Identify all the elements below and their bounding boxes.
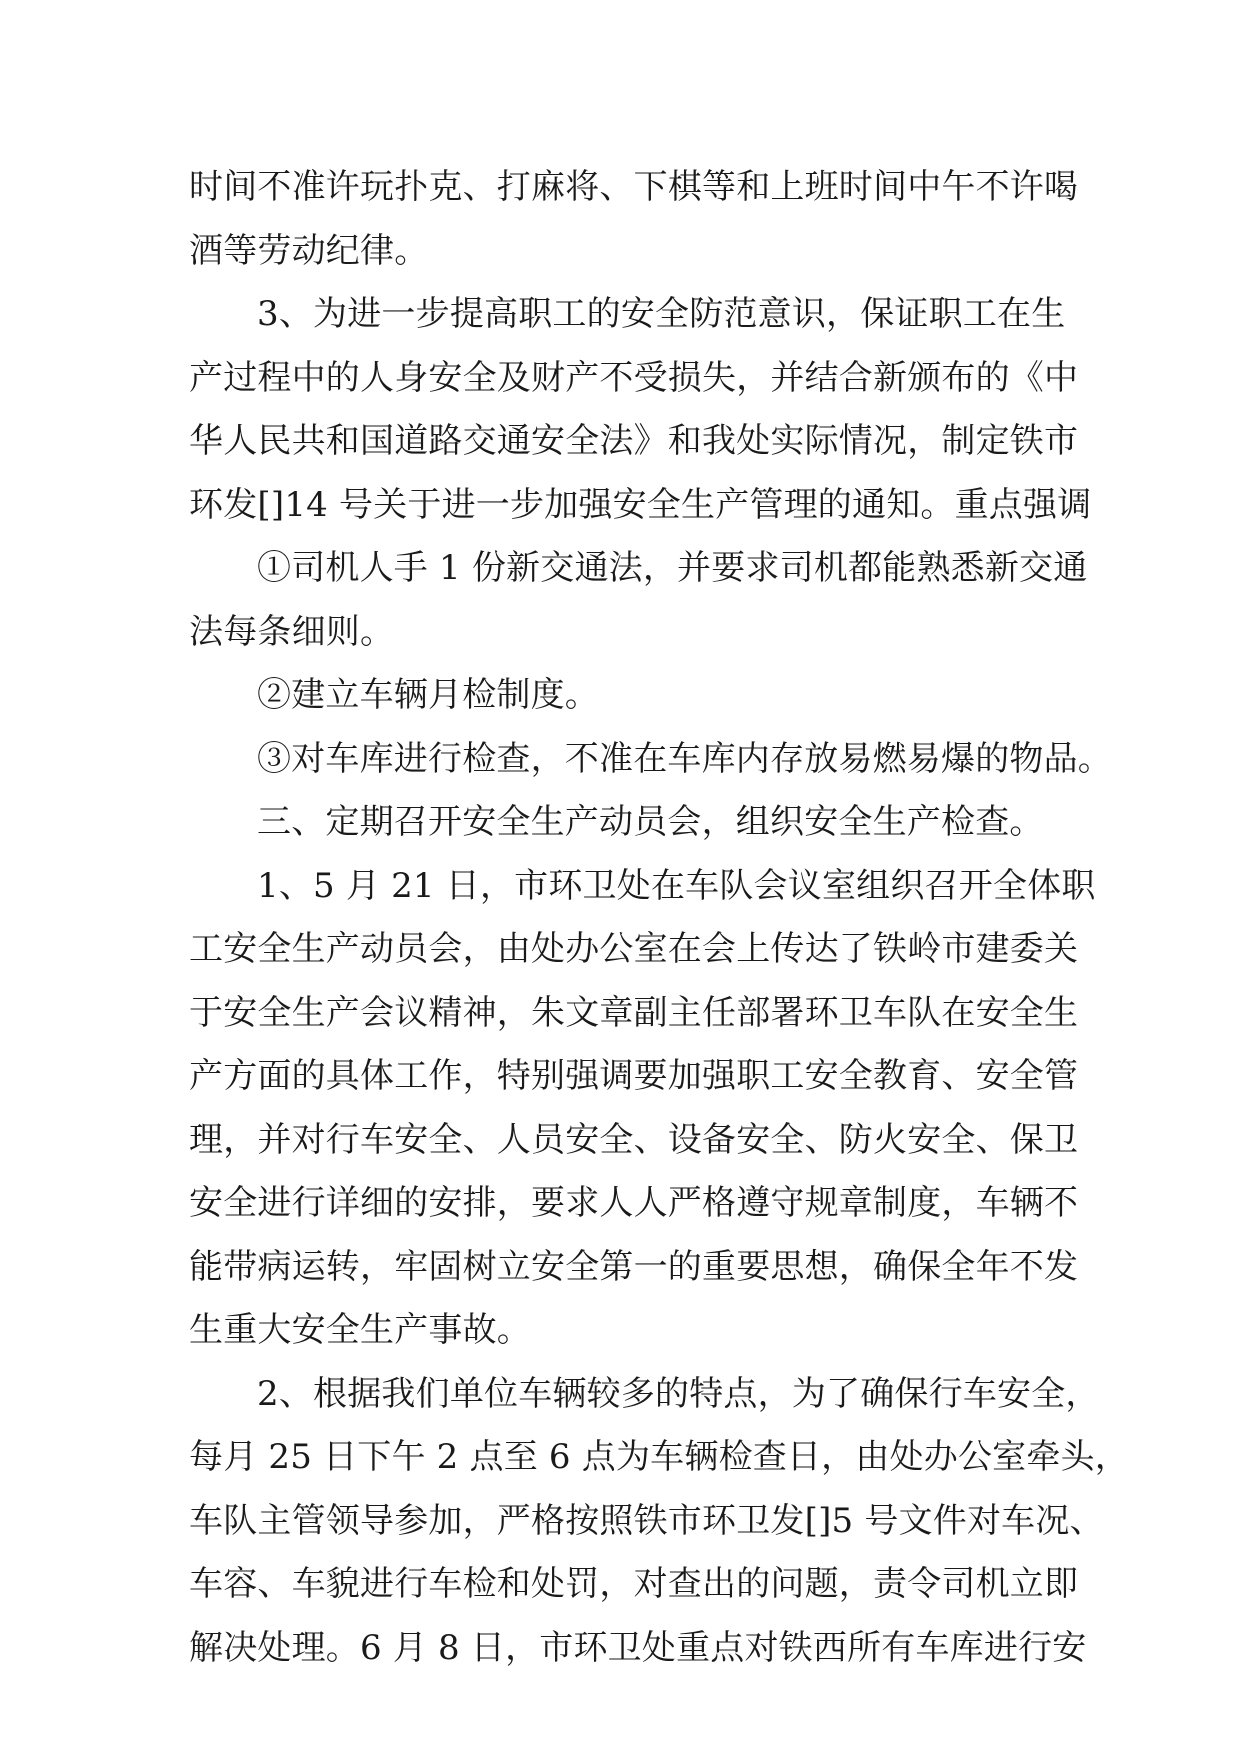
text-line: 车队主管领导参加，严格按照铁市环卫发[]5 号文件对车况、: [189, 1500, 1104, 1541]
document-body: [189, 156, 1129, 1680]
text-line: 产过程中的人身安全及财产不受损失，并结合新颁布的《中: [189, 357, 1079, 398]
text-line: 法每条细则。: [189, 611, 395, 652]
text-line: 产方面的具体工作，特别强调要加强职工安全教育、安全管: [189, 1056, 1079, 1096]
text-line: 环发[]14 号关于进一步加强安全生产管理的通知。重点强调: [189, 484, 1092, 525]
text-line: 安全进行详细的安排，要求人人严格遵守规章制度，车辆不: [189, 1183, 1079, 1223]
text-line: 工安全生产动员会，由处办公室在会上传达了铁岭市建委关: [189, 929, 1079, 969]
text-line: ②建立车辆月检制度。: [257, 675, 599, 715]
text-line: 三、定期召开安全生产动员会，组织安全生产检查。: [257, 802, 1044, 842]
text-line: 于安全生产会议精神，朱文章副主任部署环卫车队在安全生: [189, 992, 1079, 1033]
text-line: 1、5 月 21 日，市环卫处在车队会议室组织召开全体职: [257, 865, 1096, 906]
text-line: 理，并对行车安全、人员安全、设备安全、防火安全、保卫: [189, 1119, 1079, 1160]
text-line: 3、为进一步提高职工的安全防范意识，保证职工在生: [257, 294, 1066, 334]
text-line: 时间不准许玩扑克、打麻将、下棋等和上班时间中午不许喝: [189, 167, 1079, 207]
text-line: 解决处理。6 月 8 日，市环卫处重点对铁西所有车库进行安: [189, 1627, 1087, 1668]
text-line: ③对车库进行检查，不准在车库内存放易燃易爆的物品。: [257, 738, 1112, 779]
text-line: 华人民共和国道路交通安全法》和我处实际情况，制定铁市: [189, 421, 1079, 461]
text-line: 车容、车貌进行车检和处罚，对查出的问题，责令司机立即: [189, 1564, 1079, 1604]
text-line: 2、根据我们单位车辆较多的特点，为了确保行车安全，: [257, 1373, 1100, 1414]
text-line: 酒等劳动纪律。: [189, 230, 429, 271]
text-line: 每月 25 日下午 2 点至 6 点为车辆检查日，由处办公室牵头，: [189, 1437, 1129, 1477]
text-line: 生重大安全生产事故。: [189, 1310, 531, 1350]
text-line: 能带病运转，牢固树立安全第一的重要思想，确保全年不发: [189, 1246, 1079, 1287]
text-line: ①司机人手 1 份新交通法，并要求司机都能熟悉新交通: [257, 548, 1088, 588]
